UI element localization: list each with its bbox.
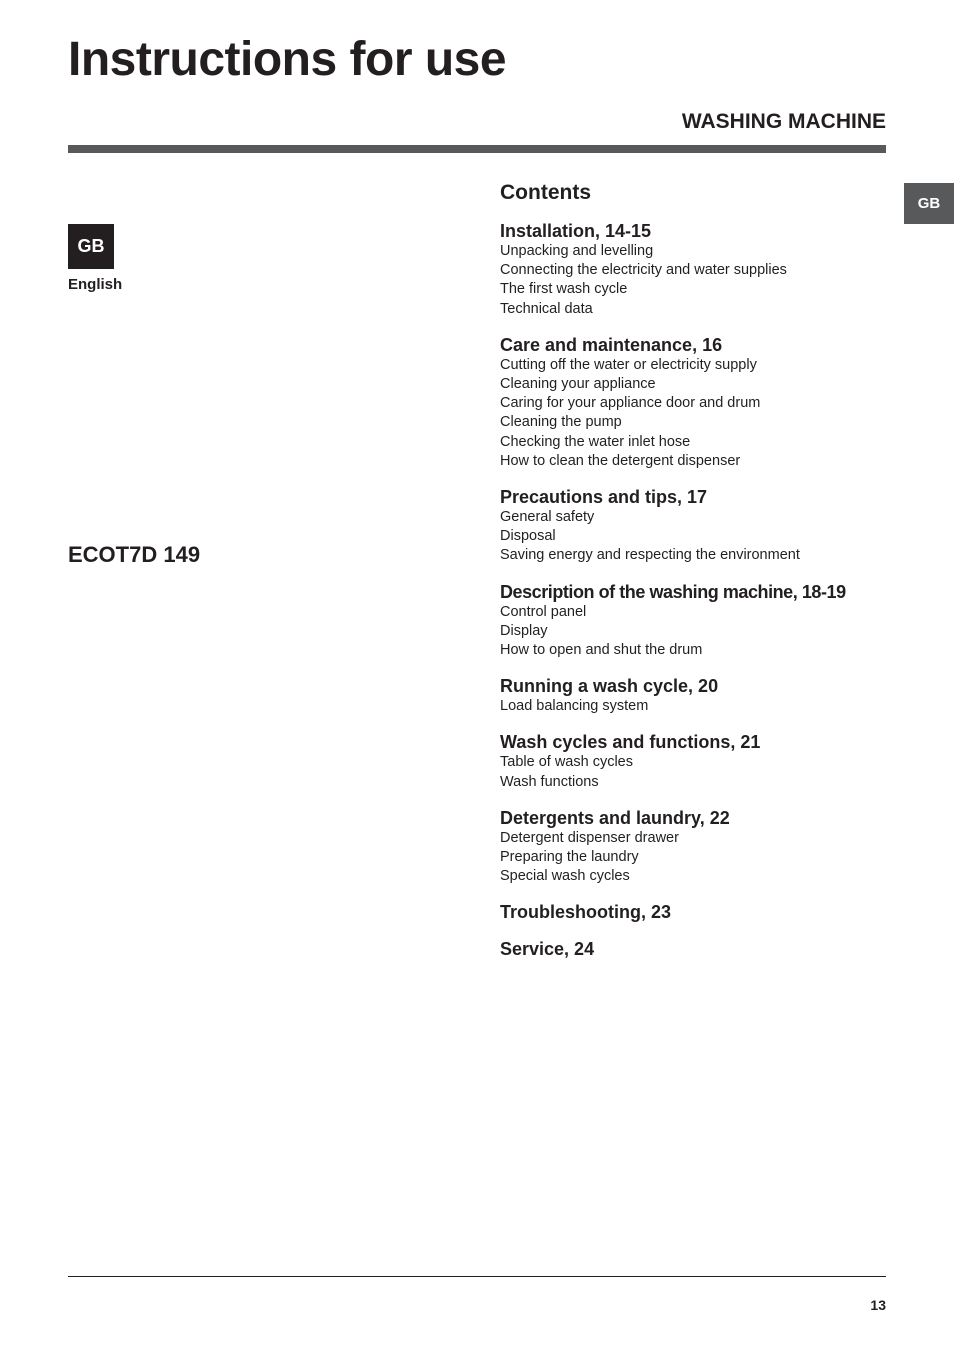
section-item: Table of wash cycles <box>500 754 633 771</box>
section-item: How to open and shut the drum <box>500 642 703 659</box>
table-of-contents <box>500 178 900 975</box>
section-item: Preparing the laundry <box>500 849 639 866</box>
section-title: Description of the washing machine, 18-19 <box>500 581 846 602</box>
contents-heading: Contents <box>500 181 591 204</box>
section-item: Detergent dispenser drawer <box>500 829 679 846</box>
section-item: Display <box>500 622 548 639</box>
contents-section-troubleshooting <box>500 901 900 923</box>
section-title: Running a wash cycle, 20 <box>500 676 719 697</box>
section-item: Cleaning your appliance <box>500 376 656 393</box>
section-item: Unpacking and levelling <box>500 243 654 259</box>
country-code-badge: GB <box>68 224 114 269</box>
contents-section-wash-cycles <box>500 731 900 791</box>
section-item: Special wash cycles <box>500 868 630 885</box>
section-title: Detergents and laundry, 22 <box>500 807 730 828</box>
language-side-tab: GB <box>904 183 954 224</box>
section-item: Technical data <box>500 300 593 317</box>
contents-section-service <box>500 938 900 960</box>
section-item: Disposal <box>500 528 556 545</box>
section-item: How to clean the detergent dispenser <box>500 452 741 469</box>
section-item: Caring for your appliance door and drum <box>500 395 761 412</box>
section-item: Control panel <box>500 603 587 620</box>
section-item: General safety <box>500 509 595 526</box>
document-subtitle: WASHING MACHINE <box>681 110 886 133</box>
page-title: Instructions for use <box>68 33 507 86</box>
header-divider <box>68 145 886 153</box>
language-label: English <box>68 276 123 293</box>
section-item: The first wash cycle <box>500 281 628 298</box>
model-number: ECOT7D 149 <box>68 542 201 567</box>
section-item: Cleaning the pump <box>500 414 622 431</box>
section-item: Connecting the electricity and water supplies <box>500 262 787 279</box>
section-title: Care and maintenance, 16 <box>500 334 723 355</box>
section-title: Troubleshooting, 23 <box>500 902 672 923</box>
contents-section-running <box>500 675 900 716</box>
contents-section-detergents <box>500 807 900 887</box>
section-item: Wash functions <box>500 773 599 790</box>
section-item: Checking the water inlet hose <box>500 433 691 450</box>
section-item: Cutting off the water or electricity supply <box>500 356 757 373</box>
section-item: Saving energy and respecting the environment <box>500 547 800 564</box>
contents-section-care <box>500 334 900 471</box>
section-title: Wash cycles and functions, 21 <box>500 732 761 753</box>
footer-divider <box>68 1276 886 1277</box>
contents-section-description <box>500 581 900 661</box>
contents-section-installation <box>500 220 900 319</box>
section-title: Installation, 14-15 <box>500 221 652 241</box>
page-number: 13 <box>870 1297 886 1313</box>
section-title: Precautions and tips, 17 <box>500 487 708 508</box>
section-title: Service, 24 <box>500 939 595 960</box>
section-item: Load balancing system <box>500 698 649 715</box>
contents-section-precautions <box>500 486 900 566</box>
